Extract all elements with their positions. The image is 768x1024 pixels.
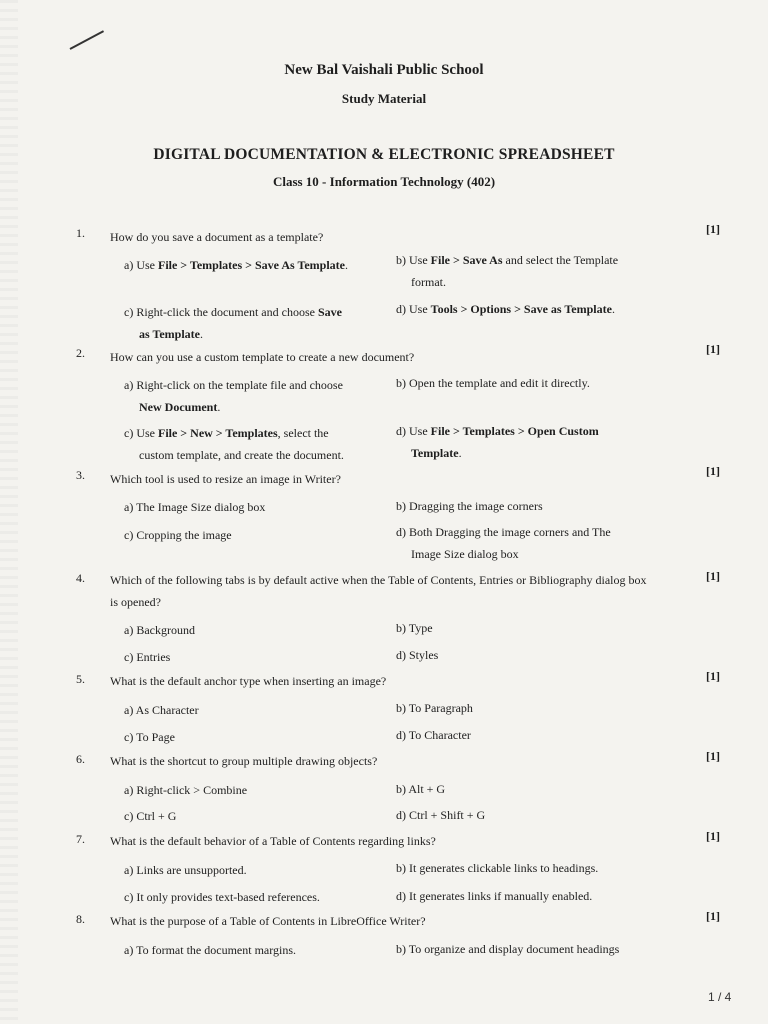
question-text: How do you save a document as a template? [110,230,324,244]
option-d: d) Ctrl + Shift + G [396,808,486,822]
question-number: 5. [76,672,85,686]
pen-mark [70,30,104,50]
option-d: d) To Character [396,728,471,742]
question-text: What is the default behavior of a Table of Contents regarding links? [110,834,436,848]
question-text: What is the shortcut to group multiple drawing objects? [110,754,378,768]
question-number: 4. [76,571,85,585]
option-b: b) To organize and display document headings [396,942,620,956]
question-number: 7. [76,832,85,846]
option-b: b) Type [396,621,433,635]
option-b: b) Alt + G [396,782,446,796]
question-marks: [1] [706,749,720,763]
question-marks: [1] [706,222,720,236]
option-a: a) To format the document margins. [124,943,297,957]
question-number: 2. [76,346,85,360]
option-a: a) Links are unsupported. [124,863,247,877]
option-b: b) Use File > Save As and select the Template format. [396,253,619,289]
option-c: c) It only provides text-based references. [124,890,320,904]
question-number: 6. [76,752,85,766]
option-b: b) It generates clickable links to headings. [396,861,599,875]
option-b: b) Open the template and edit it directly. [396,376,590,390]
option-c: c) Entries [124,650,171,664]
option-d: d) Use Tools > Options > Save as Template. [396,302,615,316]
question-text: Which of the following tabs is by default active when the Table of Contents, Entries or Bibliography dialog box is opened? [110,573,647,609]
question-text: Which tool is used to resize an image in Writer? [110,472,341,486]
option-c: c) Right-click the document and choose Save as Template. [124,305,342,341]
question-number: 8. [76,912,85,926]
option-c: c) Cropping the image [124,528,232,542]
school-name: New Bal Vaishali Public School [284,62,484,78]
subject-title: DIGITAL DOCUMENTATION & ELECTRONIC SPREADSHEET [153,146,615,163]
option-d: d) Both Dragging the image corners and The Image Size dialog box [396,525,611,561]
question-marks: [1] [706,342,720,356]
option-a: a) The Image Size dialog box [124,500,266,514]
option-d: d) Use File > Templates > Open Custom Template. [396,424,599,460]
question-marks: [1] [706,829,720,843]
question-text: How can you use a custom template to create a new document? [110,350,415,364]
option-b: b) Dragging the image corners [396,499,543,513]
question-text: What is the purpose of a Table of Contents in LibreOffice Writer? [110,914,426,928]
question-text: What is the default anchor type when inserting an image? [110,674,387,688]
material-label: Study Material [341,91,427,106]
question-number: 3. [76,468,85,482]
class-title: Class 10 - Information Technology (402) [272,174,496,189]
option-a: a) As Character [124,703,199,717]
option-c: c) To Page [124,730,175,744]
page-number: 1 / 4 [708,990,732,1004]
option-a: a) Right-click on the template file and choose New Document. [124,378,343,414]
question-marks: [1] [706,464,720,478]
question-marks: [1] [706,569,720,583]
option-c: c) Ctrl + G [124,809,177,823]
question-number: 1. [76,226,85,240]
option-d: d) Styles [396,648,439,662]
question-marks: [1] [706,669,720,683]
question-marks: [1] [706,909,720,923]
option-a: a) Background [124,623,195,637]
option-c: c) Use File > New > Templates, select the custom template, and create the document. [124,426,344,462]
option-b: b) To Paragraph [396,701,473,715]
option-a: a) Right-click > Combine [124,783,248,797]
option-d: d) It generates links if manually enabled. [396,889,593,903]
option-a: a) Use File > Templates > Save As Template. [124,258,349,272]
